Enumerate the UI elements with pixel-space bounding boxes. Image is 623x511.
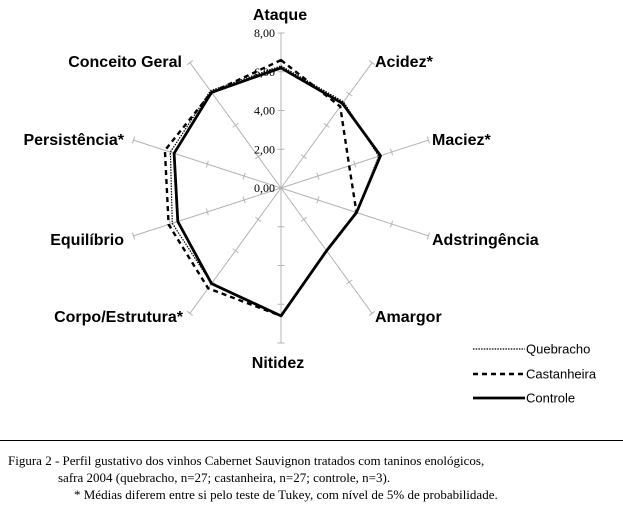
axis-label-8: Persistência* (23, 132, 124, 149)
radar-tick-mark (255, 217, 261, 221)
legend-label-controle: Controle (526, 390, 576, 406)
tick-label-1: 2,00 (254, 142, 275, 157)
legend (473, 342, 597, 406)
caption-line-1: Figura 2 - Perfil gustativo dos vinhos Cabernet Sauvignon tratados com taninos enológicos, (8, 453, 485, 468)
legend-label-quebracho: Quebracho (526, 341, 591, 357)
radar-tick-mark (346, 92, 352, 96)
axis-label-2: Maciez* (432, 132, 491, 149)
series-controle (174, 68, 380, 316)
radar-tick-labels (254, 26, 275, 195)
caption-divider (0, 440, 623, 441)
axis-label-7: Equilíbrio (50, 232, 124, 249)
radar-tick-mark (346, 280, 352, 284)
tick-label-4: 8,00 (254, 26, 275, 40)
axis-label-9: Conceito Geral (68, 54, 182, 71)
radar-tick-mark (233, 123, 239, 127)
radar-tick-mark (187, 311, 193, 315)
axis-label-3: Adstringência (432, 232, 539, 249)
axis-label-4: Amargor (375, 309, 442, 326)
axis-label-5: Nitidez (251, 355, 305, 372)
axis-label-1: Acidez* (375, 54, 433, 71)
radar-tick-mark (301, 217, 307, 221)
caption-line-3: * Médias diferem entre si pelo teste de Tukey, com nível de 5% de probabilidade. (74, 487, 498, 502)
axis-label-6: Corpo/Estrutura* (54, 309, 183, 326)
radar-tick-mark (324, 123, 330, 127)
tick-label-0: 0,00 (254, 181, 275, 195)
radar-tick-mark (187, 61, 193, 65)
figure-caption (4, 452, 619, 503)
radar-tick-mark (233, 249, 239, 253)
tick-label-2: 4,00 (254, 103, 275, 118)
radar-tick-mark (301, 155, 307, 159)
tick-label-3: 6,00 (254, 64, 275, 79)
axis-label-0: Ataque (252, 7, 308, 24)
legend-label-castanheira: Castanheira (526, 366, 597, 382)
caption-line-2: safra 2004 (quebracho, n=27; castanheira, n=27; controle, n=3). (58, 470, 391, 485)
